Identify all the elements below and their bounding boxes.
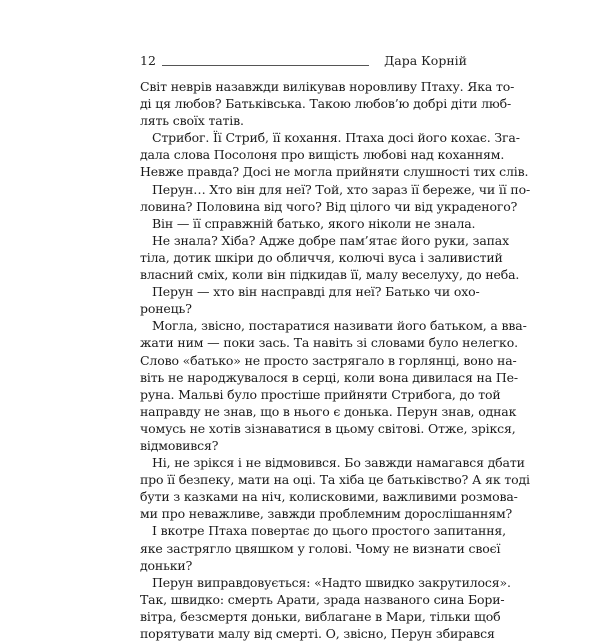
text-line: лять своїх татів.: [140, 113, 244, 129]
text-line: чомусь не хотів зізнаватися в цьому світові. Отже, зрікся,: [140, 420, 516, 436]
text-line: власний сміх, коли він підкидав її, малу веселуху, до неба.: [140, 267, 520, 283]
text-line: яке застрягло цвяшком у голові. Чому не визнати своєї: [140, 540, 501, 556]
text-line: тіла, дотик шкіри до обличчя, колючі вуса і заливистий: [140, 249, 503, 265]
text-line: І вкотре Птаха повертає до цього простого запитання,: [152, 523, 506, 539]
header-author: Дара Корній: [384, 53, 467, 68]
text-line: направду не знав, що в нього є донька. Перун знав, однак: [140, 403, 517, 419]
text-line: відмовився?: [140, 437, 219, 453]
text-line: доньки?: [140, 557, 193, 573]
text-line: Ні, не зрікся і не відмовився. Бо завжди намагався дбати: [152, 455, 525, 471]
text-line: Слово «батько» не просто застрягало в горлянці, воно на-: [140, 352, 517, 368]
text-line: вітра, безсмертя доньки, виблагане в Мари, тільки щоб: [140, 608, 501, 624]
text-line: жати ним — поки зась. Та навіть зі словами було нелегко.: [140, 335, 518, 351]
text-line: Стрибог. Її Стриб, її кохання. Птаха досі його кохає. Зга-: [152, 130, 520, 146]
text-line: руна. Мальві було простіше прийняти Стрибога, до той: [140, 386, 501, 402]
text-line: Перун — хто він насправді для неї? Батько чи охо-: [152, 284, 480, 300]
text-line: Перун виправдовується: «Надто швидко закрутилося».: [152, 574, 511, 590]
text-line: ловина? Половина від чого? Від цілого чи від украденого?: [140, 198, 518, 214]
text-line: ронець?: [140, 301, 192, 317]
text-line: віть не народжувалося в серці, коли вона дивилася на Пе-: [140, 369, 518, 385]
text-line: бути з казками на ніч, колисковими, важливими розмова-: [140, 489, 518, 505]
text-line: Так, швидко: смерть Арати, зрада названого сина Бори-: [140, 591, 505, 607]
page-number: 12: [140, 53, 156, 68]
running-header: [140, 54, 467, 70]
text-line: Перун… Хто він для неї? Той, хто зараз її береже, чи її по-: [152, 181, 531, 197]
text-line: Не знала? Хіба? Адже добре пам’ятає його руки, запах: [152, 232, 510, 248]
header-rule: [162, 65, 369, 66]
text-line: ді ця любов? Батьківська. Такою любов’ю добрі діти люб-: [140, 96, 512, 112]
text-line: Він — її справжній батько, якого ніколи не знала.: [152, 215, 476, 231]
text-line: Світ неврів назавжди вилікував норовливу Птаху. Яка то-: [140, 79, 515, 94]
text-line: про її безпеку, мати на оці. Та хіба це батьківство? А як тоді: [140, 472, 530, 488]
text-line: Невже правда? Досі не могла прийняти слушності тих слів.: [140, 164, 529, 180]
text-line: дала слова Посолоня про вищість любові над коханням.: [140, 147, 505, 163]
text-line: ми про неважливе, завжди проблемним дорослішанням?: [140, 506, 513, 522]
text-line: порятувати малу від смерті. О, звісно, Перун збирався: [140, 626, 495, 641]
body-text: [140, 78, 531, 642]
text-line: Могла, звісно, постаратися називати його батьком, а вва-: [152, 318, 527, 334]
